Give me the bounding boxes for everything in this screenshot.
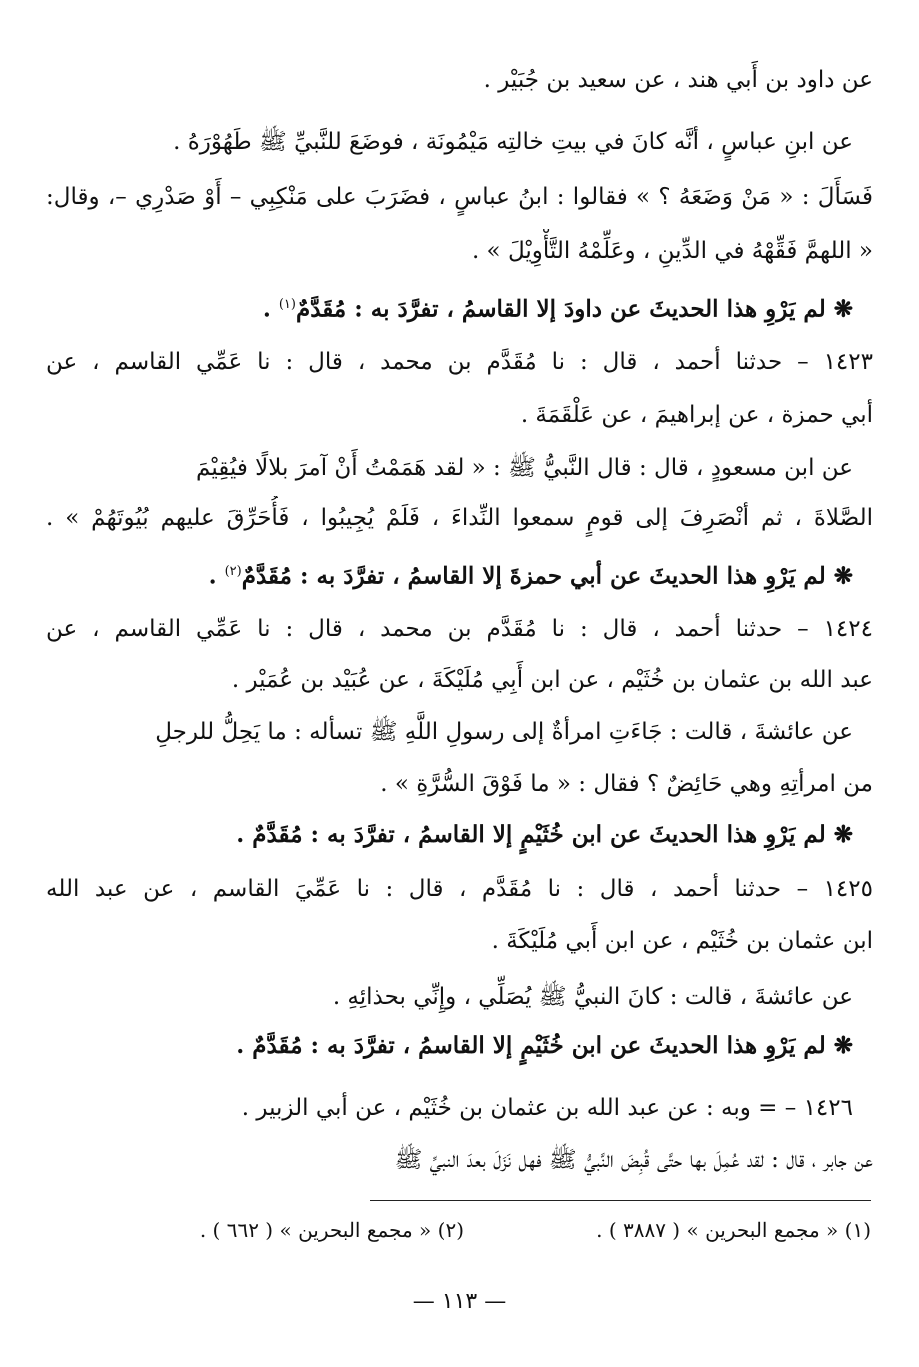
remark-line-4: [46, 1024, 853, 1068]
hadith-1426-line-1: ١٤٢٦ – = وبه : عن عبد الله بن عثمان بن خُثَيْم ، عن أبي الزبير .: [241, 1095, 853, 1121]
footnote-divider: [370, 1200, 871, 1201]
footnote-1: (١) « مجمع البحرين » ( ٣٨٨٧ ) .: [596, 1218, 871, 1242]
hadith-1425-line-2: ابن عثمان بن خُثَيْم ، عن ابن أَبي مُلَيْكَةَ .: [491, 928, 873, 954]
hadith-1424-line-3: عن عائشةَ ، قالت : جَاءَتِ امرأةٌ إلى رسولِ اللَّهِ ﷺ تسأله : ما يَحِلُّ للرجلِ: [155, 719, 853, 745]
hadith-1424-line-4: من امرأتِهِ وهي حَائِضٌ ؟ فقال : « ما فَوْقَ السُّرَّةِ » .: [380, 771, 873, 797]
star-bullet-icon: ❋: [833, 821, 853, 848]
hadith-1424-line-1: ١٤٢٤ – حدثنا أحمد ، قال : نا مُقَدَّم بن محمد ، قال : نا عَمِّي القاسم ، عن: [46, 616, 873, 642]
footnote-2: (٢) « مجمع البحرين » ( ٦٦٢ ) .: [199, 1218, 464, 1242]
remark-line-2: ❋ لم يَرْوِ هذا الحديثَ عن أبي حمزةَ إلا القاسمُ ، تفرَّدَ به : مُقَدَّمٌ$^{(٢)}$ .: [208, 562, 853, 590]
hadith-1424-line-2: عبد الله بن عثمان بن خُثَيْم ، عن ابن أَبِي مُلَيْكَةَ ، عن عُبَيْد بن عُمَيْر .: [231, 667, 873, 693]
footnote-mark-1: (١): [278, 297, 296, 312]
hadith-1425-line-3: عن عائشةَ ، قالت : كانَ النبيُّ ﷺ يُصَلِّي ، وإِنِّي بحذائِهِ .: [332, 984, 853, 1010]
hadith-1425-line-1: ١٤٢٥ – حدثنا أحمد ، قال : نا مُقَدَّم ، قال : نا عَمِّيَ القاسم ، عن عبد الله: [46, 876, 873, 902]
hadith-1423-line-2: أبي حمزة ، عن إبراهيمَ ، عن عَلْقَمَةَ .: [520, 402, 873, 428]
star-bullet-icon: ❋: [833, 562, 853, 590]
text-line-4: « اللهمَّ فَقِّهْهُ في الدِّينِ ، وعَلِّمْهُ التَّأْوِيْلَ » .: [471, 238, 873, 264]
hadith-1423-line-3: عن ابن مسعودٍ ، قال : قال النَّبيُّ ﷺ : « لقد هَمَمْتُ أَنْ آمرَ بلالًا فيُقِيْمَ: [196, 455, 853, 481]
remark-text-2: لم يَرْوِ هذا الحديثَ عن أبي حمزةَ إلا القاسمُ ، تفرَّدَ به : مُقَدَّمٌ: [241, 562, 826, 590]
page-number: — ١١٣ —: [412, 1289, 507, 1314]
hadith-1426-line-2: عن جابر ، قال : لقد عُمِلَ بها حتَّى قُبِضَ النَّبيُّ ﷺ فهل نَزَلَ بعدَ النبيِّ ﷺ: [394, 1147, 873, 1173]
remark-text-4: لم يَرْوِ هذا الحديثَ عن ابن خُثَيْمٍ إلا القاسمُ ، تفرَّدَ به : مُقَدَّمٌ .: [236, 1032, 826, 1059]
remark-text-3: لم يَرْوِ هذا الحديثَ عن ابن خُثَيْمٍ إلا القاسمُ ، تفرَّدَ به : مُقَدَّمٌ .: [236, 821, 826, 848]
remark-text-1: لم يَرْوِ هذا الحديثَ عن داودَ إلا القاسمُ ، تفرَّدَ به : مُقَدَّمٌ: [295, 295, 826, 323]
text-line-2: عن ابنِ عباسٍ ، أنَّه كانَ في بيتِ خالتِه مَيْمُونَة ، فوضَعَ للنَّبيِّ ﷺ طَهُوْرَهُ .: [173, 129, 853, 155]
remark-line-1: ❋ لم يَرْوِ هذا الحديثَ عن داودَ إلا القاسمُ ، تفرَّدَ به : مُقَدَّمٌ$^{(١)}$ .: [262, 295, 853, 323]
text-line-1: عن داود بن أَبي هند ، عن سعيد بن جُبَيْر .: [483, 67, 873, 93]
footnote-mark-2: (٢): [224, 564, 242, 579]
star-bullet-icon: ❋: [833, 1032, 853, 1059]
remark-line-3: [46, 813, 853, 857]
text-line-3: فَسَأَلَ : « مَنْ وَضَعَهُ ؟ » فقالوا : ابنُ عباسٍ ، فضَرَبَ على مَنْكِبِي – أَوْ صَدْرِي –، وقال:: [46, 184, 873, 210]
hadith-1423-line-1: ١٤٢٣ – حدثنا أحمد ، قال : نا مُقَدَّم بن محمد ، قال : نا عَمِّي القاسم ، عن: [46, 349, 873, 375]
hadith-1423-line-4: الصَّلاةَ ، ثم أنْصَرِفَ إلى قومٍ سمعوا النِّداءَ ، فَلَمْ يُجِيبُوا ، فَأُحَرِّقَ عليهم بُيُوتَهُمْ » .: [46, 505, 873, 531]
star-bullet-icon: ❋: [833, 295, 853, 323]
